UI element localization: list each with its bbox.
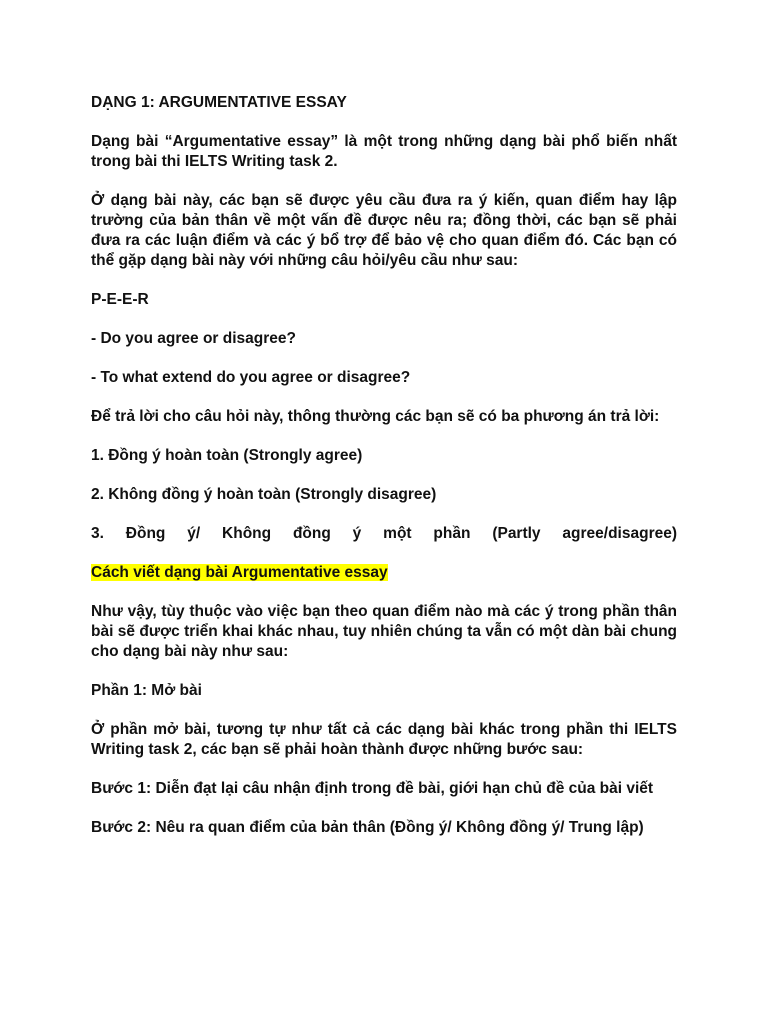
answer-intro-paragraph: Để trả lời cho câu hỏi này, thông thường các bạn sẽ có ba phương án trả lời: [91,408,660,425]
question-2: - To what extend do you agree or disagree? [91,369,411,386]
outline-intro-paragraph: Như vậy, tùy thuộc vào việc bạn theo quan điểm nào mà các ý trong phần thân bài sẽ được triển khai khác nhau, tuy nhiên chúng ta vẫn có một dàn bài chung cho dạng bài này như sau: [91,603,677,660]
section-heading-row [91,563,677,583]
section-heading: Cách viết dạng bài Argumentative essay [91,564,388,581]
peer-label: P-E-E-R [91,291,149,308]
intro-paragraph: Dạng bài “Argumentative essay” là một trong những dạng bài phổ biến nhất trong bài thi IELTS Writing task 2. [91,133,677,170]
part-1-heading: Phần 1: Mở bài [91,682,202,699]
option-3: 3. Đồng ý/ Không đồng ý một phần (Partly agree/disagree) [91,525,677,542]
document-page [91,93,677,857]
step-1: Bước 1: Diễn đạt lại câu nhận định trong đề bài, giới hạn chủ đề của bài viết [91,780,654,797]
question-1: - Do you agree or disagree? [91,330,296,347]
part-1-description: Ở phần mở bài, tương tự như tất cả các dạng bài khác trong phần thi IELTS Writing task 2, các bạn sẽ phải hoàn thành được những bước sau: [91,721,677,758]
step-2: Bước 2: Nêu ra quan điểm của bản thân (Đồng ý/ Không đồng ý/ Trung lập) [91,819,644,836]
document-heading: DẠNG 1: ARGUMENTATIVE ESSAY [91,94,347,111]
option-1: 1. Đồng ý hoàn toàn (Strongly agree) [91,447,363,464]
option-2: 2. Không đồng ý hoàn toàn (Strongly disagree) [91,486,437,503]
description-paragraph: Ở dạng bài này, các bạn sẽ được yêu cầu đưa ra ý kiến, quan điểm hay lập trường của bản thân về một vấn đề được nêu ra; đồng thời, các bạn sẽ phải đưa ra các luận điểm và các ý bổ trợ để bảo vệ cho quan điểm đó. Các bạn có thể gặp dạng bài này với những câu hỏi/yêu cầu như sau: [91,192,677,269]
